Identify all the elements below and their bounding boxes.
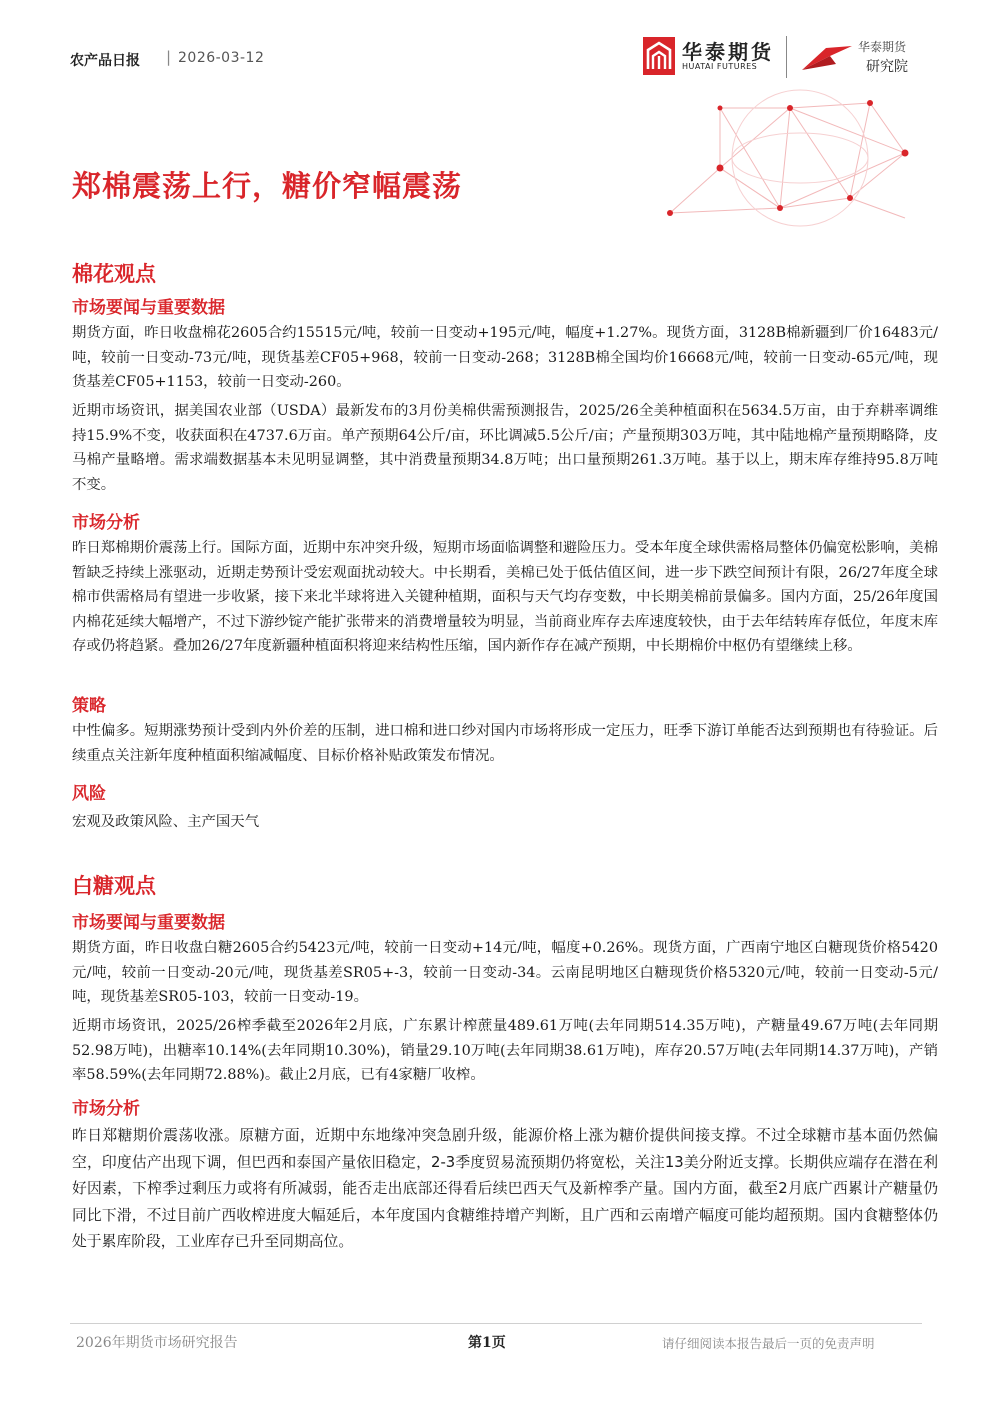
logo-divider [786,36,787,78]
footer-disclaimer-note: 请仔细阅读本报告最后一页的免责声明 [662,1336,875,1351]
header-bar [70,40,922,80]
cotton-news-paragraph-1: 期货方面，昨日收盘棉花2605合约15515元/吨，较前一日变动+195元/吨，幅度+1.27%。现货方面，3128B棉新疆到厂价16483元/吨，较前一日变动-73元/吨，现货基差CF05+968，较前一日变动-268；3128B棉全国均价16668元/吨，较前一日变动-65元/吨，现货基差CF05+1153，较前一日变动-260。 [72,325,938,390]
sugar-analysis-heading: 市场分析 [72,1099,140,1119]
sugar-analysis-paragraph: 昨日郑糖期价震荡收涨。原糖方面，近期中东地缘冲突急剧升级，能源价格上涨为糖价提供间接支撑。不过全球糖市基本面仍然偏空，印度估产出现下调，但巴西和泰国产量依旧稳定，2-3季度贸易流预期仍将宽松，关注13美分附近支撑。长期供应端存在潜在利好因素，下榨季过剩压力或将有所减弱，能否走出底部还得看后续巴西天气及新榨季产量。国内方面，截至2月底广西累计产糖量仍同比下滑，不过目前广西收榨进度大幅延后，本年度国内食糖维持增产判断，且广西和云南增产幅度可能均超预期。国内食糖整体仍处于累库阶段，工业库存已升至同期高位。 [72,1127,938,1250]
sugar-news-paragraph-2: 近期市场资讯，2025/26榨季截至2026年2月底，广东累计榨蔗量489.61万吨(去年同期514.35万吨)，产糖量49.67万吨(去年同期52.98万吨)，出糖率10.14%(去年同期10.30%)，销量29.10万吨(去年同期38.61万吨)，库存20.57万吨(去年同期14.37万吨)，产销率58.59%(去年同期72.88%)。截止2月底，已有4家糖厂收榨。 [72,1018,938,1083]
huatai-logo [642,36,782,76]
cotton-strategy-heading: 策略 [72,696,106,716]
cotton-news-paragraph-2: 近期市场资讯，据美国农业部（USDA）最新发布的3月份美棉供需预测报告，2025/26全美种植面积在5634.5万亩，由于弃耕率调维持15.9%不变，收获面积在4737.6万亩。单产预期64公斤/亩，环比调减5.5公斤/亩；产量预期303万吨，其中陆地棉产量预期略降，皮马棉产量略增。需求端数据基本未见明显调整，其中消费量预期34.8万吨；出口量预期261.3万吨。基于以上，期末库存维持95.8万吨不变。 [72,403,938,493]
huatai-mark-icon [642,36,676,76]
cotton-news-heading: 市场要闻与重要数据 [72,298,225,318]
cotton-section-heading: 棉花观点 [72,262,156,286]
huatai-logo-english: HUATAI FUTURES [682,62,758,71]
cotton-analysis-paragraph: 昨日郑棉期价震荡上行。国际方面，近期中东冲突升级，短期市场面临调整和避险压力。受本年度全球供需格局整体仍偏宽松影响，美棉暂缺乏持续上涨驱动，近期走势预计受宏观面扰动较大。中长期看，美棉已处于低估值区间，进一步下跌空间预计有限，26/27年度全球棉市供需格局有望进一步收紧，接下来北半球将进入关键种植期，面积与天气均存变数，中长期美棉前景偏多。国内方面，25/26年度国内棉花延续大幅增产，不过下游纱锭产能扩张带来的消费增量较为明显，当前商业库存去库速度较快，由于去年结转库存低位，年度末库存或仍将趋紧。叠加26/27年度新疆种植面积将迎来结构性压缩，国内新作存在减产预期，中长期棉价中枢仍有望继续上移。 [72,540,938,654]
cotton-risk-heading: 风险 [72,784,106,804]
report-date: 2026-03-12 [178,50,265,66]
report-title: 郑棉震荡上行，糖价窄幅震荡 [72,169,463,203]
header-separator: | [166,48,172,66]
sugar-news-heading: 市场要闻与重要数据 [72,913,225,933]
institute-logo [800,38,924,78]
cotton-strategy-paragraph: 中性偏多。短期涨势预计受到内外价差的压制，进口棉和进口纱对国内市场将形成一定压力，旺季下游订单能否达到预期也有待验证。后续重点关注新年度种植面积缩减幅度、目标价格补贴政策发布情况。 [72,723,938,764]
footer-report-name: 2026年期货市场研究报告 [76,1335,238,1351]
cotton-risk-paragraph: 宏观及政策风险、主产国天气 [72,814,260,830]
footer-divider [70,1323,922,1324]
footer-page-number: 第1页 [468,1335,506,1351]
huatai-logo-text: 华泰期货 [682,40,774,64]
cotton-analysis-heading: 市场分析 [72,513,140,533]
institute-mark-icon [800,42,854,72]
report-tag: 农产品日报 [70,53,140,69]
sugar-section-heading: 白糖观点 [72,874,156,898]
sugar-news-paragraph-1: 期货方面，昨日收盘白糖2605合约5423元/吨，较前一日变动+14元/吨，幅度+0.26%。现货方面，广西南宁地区白糖现货价格5420元/吨，较前一日变动-20元/吨，现货基差SR05+-3，较前一日变动-34。云南昆明地区白糖现货价格5320元/吨，较前一日变动-5元/吨，现货基差SR05-103，较前一日变动-19。 [72,940,938,1005]
network-decoration-icon [630,88,930,228]
institute-name-line1: 华泰期货 [858,40,907,54]
institute-name-line2: 研究院 [866,59,908,75]
